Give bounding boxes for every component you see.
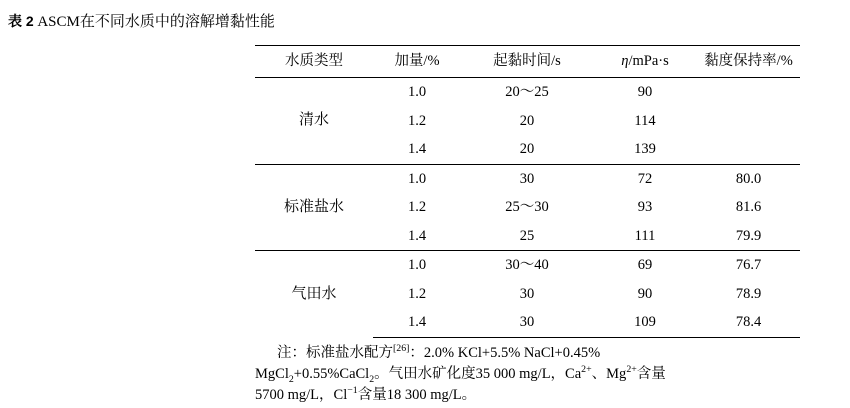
table-row	[255, 78, 800, 107]
footnote-line-2: MgCl$_2$+0.55%CaCl$_2$。气田水矿化度35 000 mg/L，$Ca^{2+}$、$Mg^{2+}$含量	[255, 363, 666, 385]
table-caption	[8, 10, 850, 31]
cell-viscosity: 109	[593, 308, 697, 337]
superscript-2plus: 2+	[581, 363, 592, 375]
cell-dosage: 1.4	[407, 227, 427, 244]
cell-onset-time: 25	[519, 227, 535, 244]
caption-text: ASCM在不同水质中的溶解增黏性能	[37, 14, 275, 30]
cell-onset-time: 25～30	[505, 199, 549, 215]
group-gas-field-water	[255, 251, 800, 338]
cell-viscosity: 111	[634, 227, 656, 244]
column-header-retention: 黏度保持率/%	[697, 46, 800, 78]
footnote-line-1	[255, 343, 800, 364]
group-fresh-water	[255, 78, 800, 165]
cell-dosage: 1.2	[407, 285, 427, 302]
footnote-line-3: 5700 mg/L，$Cl^{-1}$含量18 300 mg/L。	[255, 384, 477, 403]
table-header-row	[255, 46, 800, 78]
solubility-viscosity-table	[255, 45, 800, 338]
column-header-viscosity: η/mPa·s	[593, 46, 697, 78]
cell-onset-time: 30	[461, 308, 593, 337]
cell-viscosity: 69	[593, 251, 697, 280]
cell-viscosity: 72	[593, 164, 697, 193]
table-container	[255, 45, 800, 338]
caption-label: 表 2	[8, 13, 34, 29]
cell-retention: 78.4	[697, 308, 800, 337]
table-row	[255, 251, 800, 280]
row-group-label: 清水	[255, 78, 373, 165]
cell-dosage: 1.0	[373, 164, 461, 193]
cell-dosage: 1.2	[407, 112, 427, 129]
superscript-minus1: −1	[347, 384, 358, 396]
cell-onset-time: 20	[519, 112, 535, 129]
footnote-prefix: 注：标准盐水配方	[277, 344, 393, 361]
footnote-rest: ：2.0% KCl+5.5% NaCl+0.45%	[409, 344, 601, 361]
group-standard-brine	[255, 164, 800, 251]
cell-retention: 81.6	[735, 199, 762, 215]
subscript-2: 2	[369, 373, 375, 385]
table-footnote	[255, 338, 800, 406]
cell-onset-time: 20	[519, 141, 535, 157]
cell-retention: 78.9	[735, 285, 762, 302]
cell-dosage: 1.4	[373, 308, 461, 337]
row-group-label: 气田水	[255, 251, 373, 338]
column-header-water-type: 水质类型	[255, 46, 373, 78]
cell-onset-time: 30～40	[461, 251, 593, 280]
cell-dosage: 1.0	[373, 251, 461, 280]
cell-onset-time: 30	[519, 285, 535, 302]
superscript-2plus: 2+	[626, 363, 637, 375]
cell-retention: 80.0	[697, 164, 800, 193]
cell-viscosity: 90	[637, 285, 653, 302]
cell-viscosity: 93	[637, 199, 653, 215]
row-group-label: 标准盐水	[255, 164, 373, 251]
cell-viscosity: 139	[634, 141, 656, 157]
cell-retention	[697, 107, 800, 136]
cell-retention	[697, 135, 800, 164]
cell-viscosity: 90	[593, 78, 697, 107]
subscript-2: 2	[288, 373, 294, 385]
cell-retention: 76.7	[697, 251, 800, 280]
footnote-reference: [26]	[393, 342, 410, 354]
cell-viscosity: 114	[634, 112, 656, 129]
cell-retention	[697, 78, 800, 107]
column-header-onset-time: 起黏时间/s	[461, 46, 593, 78]
cell-dosage: 1.0	[373, 78, 461, 107]
cell-retention: 79.9	[735, 227, 762, 244]
table-head	[255, 46, 800, 78]
cell-onset-time: 30	[461, 164, 593, 193]
cell-dosage: 1.2	[407, 199, 427, 215]
table-row	[255, 164, 800, 193]
cell-dosage: 1.4	[407, 141, 427, 157]
cell-onset-time: 20～25	[461, 78, 593, 107]
column-header-dosage: 加量/%	[373, 46, 461, 78]
